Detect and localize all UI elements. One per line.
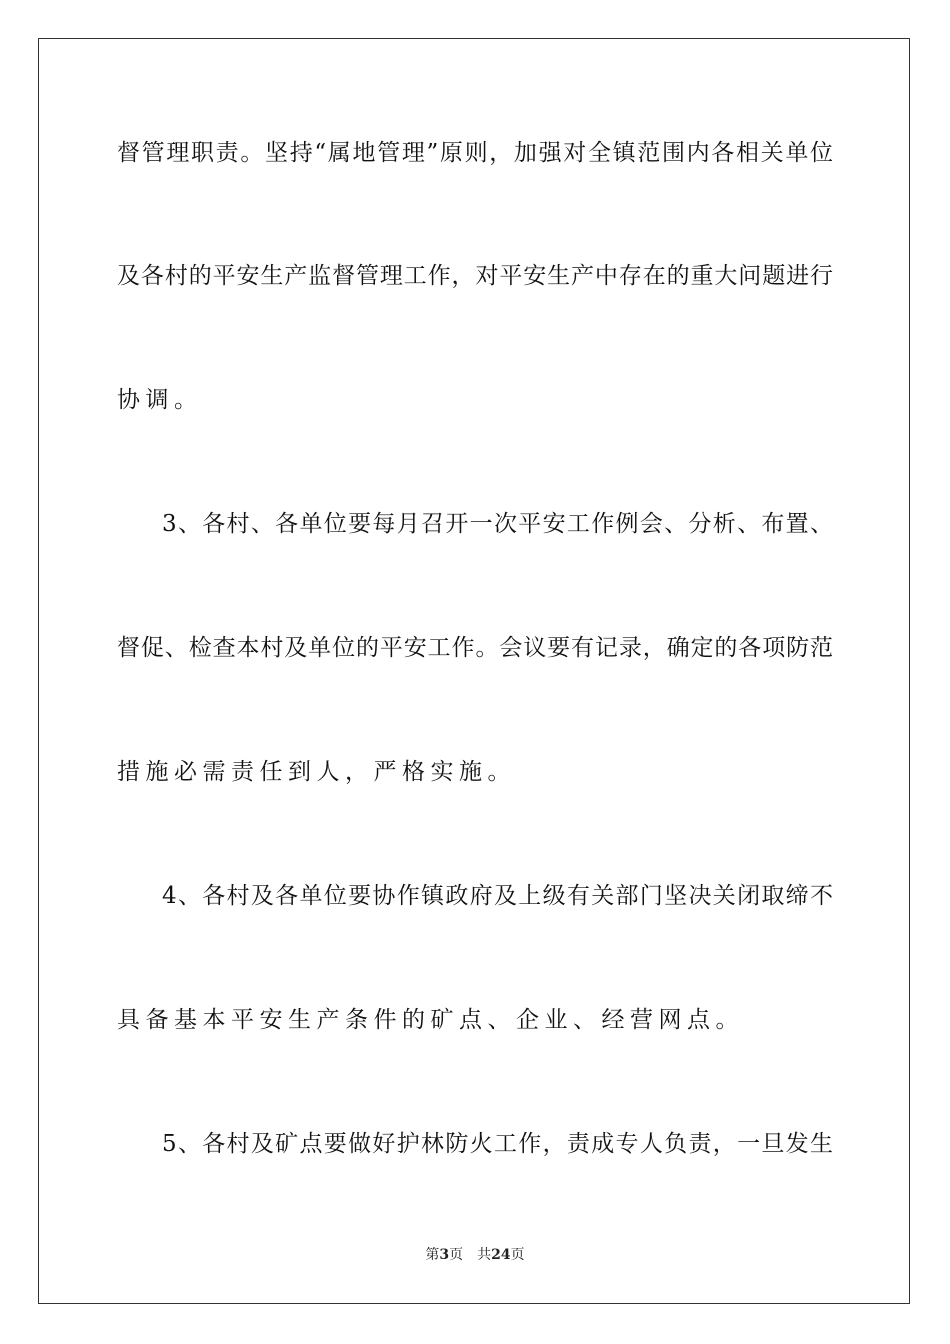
text-line-4: 3、各村、各单位要每月召开一次平安工作例会、分析、布置、	[162, 511, 833, 537]
text-line-5: 督促、检查本村及单位的平安工作。会议要有记录，确定的各项防范	[117, 635, 833, 661]
text-line-9: 5、各村及矿点要做好护林防火工作，责成专人负责，一旦发生	[162, 1131, 833, 1157]
page-number: 3	[439, 1247, 450, 1263]
total-label-suffix: 页	[510, 1247, 525, 1263]
page-label-prefix: 第	[425, 1247, 440, 1263]
text-line-2: 及各村的平安生产监督管理工作，对平安生产中存在的重大问题进行	[117, 263, 833, 289]
text-line-3: 协调。	[117, 387, 203, 413]
total-pages: 24	[491, 1247, 511, 1263]
page-border	[38, 38, 910, 1304]
page-footer	[0, 1246, 950, 1264]
text-line-8: 具备基本平安生产条件的矿点、企业、经营网点。	[117, 1007, 744, 1033]
page-label-suffix: 页	[449, 1247, 464, 1263]
text-line-6: 措施必需责任到人，严格实施。	[117, 759, 516, 785]
text-line-7: 4、各村及各单位要协作镇政府及上级有关部门坚决关闭取缔不	[162, 883, 833, 909]
text-line-1: 督管理职责。坚持“属地管理”原则，加强对全镇范围内各相关单位	[117, 140, 833, 166]
total-label-prefix: 共	[477, 1247, 492, 1263]
